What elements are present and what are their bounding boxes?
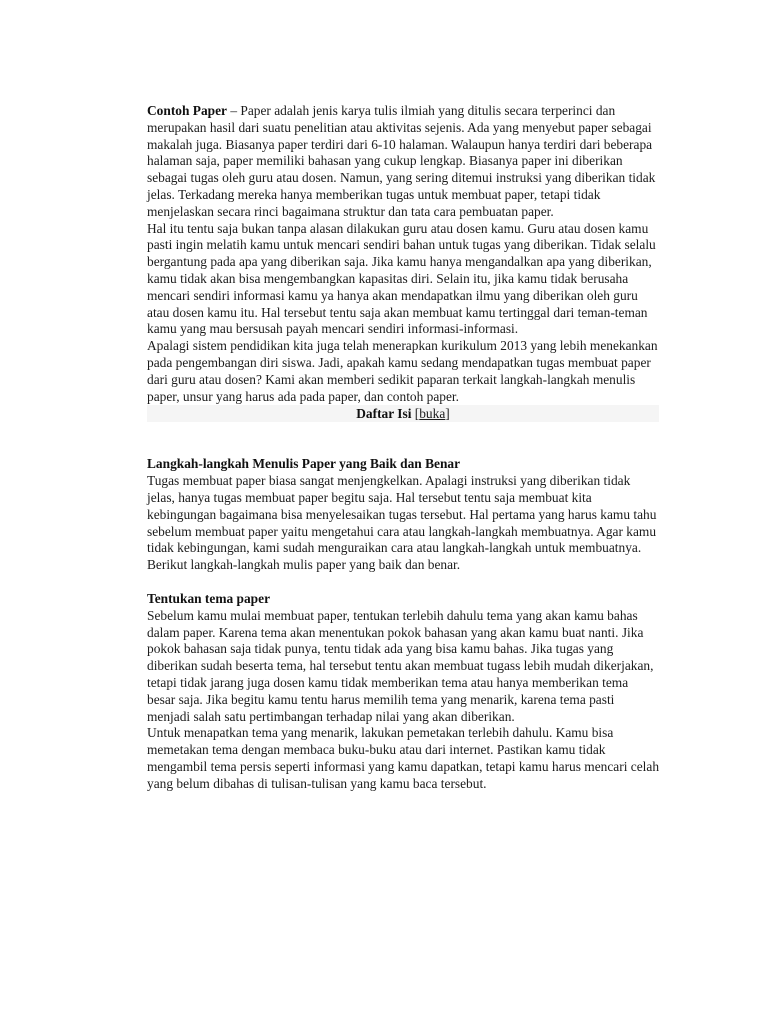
intro-paragraph-3: Apalagi sistem pendidikan kita juga telah menerapkan kurikulum 2013 yang lebih menekankan pada pengembangan diri siswa. Jadi, apakah kamu sedang mendapatkan tugas membuat paper dari guru atau dosen? Kami akan memberi sedikit paparan terkait langkah-langkah menulis paper, unsur yang harus ada pada paper, dan contoh paper. xyxy=(147,338,658,404)
intro-text: – Paper adalah jenis karya tulis ilmiah yang ditulis secara terperinci dan merupakan hasil dari suatu penelitian atau aktivitas sejenis. Ada yang menyebut paper sebagai makalah juga. Biasanya paper terdiri dari 6-10 halaman. Walaupun hanya terdiri dari beberapa halaman saja, paper memiliki bahasan yang cukup lengkap. Biasanya paper ini diberikan sebagai tugas oleh guru atau dosen. Namun, yang sering ditemui instruksi yang diberikan tidak jelas. Terkadang mereka hanya memberikan tugas untuk membuat paper, tetapi tidak menjelaskan secara rinci bagaimana struktur dan tata cara pembuatan paper. xyxy=(147,103,656,219)
spacer xyxy=(147,574,659,591)
intro-paragraph xyxy=(147,103,659,221)
section-theme-body-1: Sebelum kamu mulai membuat paper, tentukan terlebih dahulu tema yang akan kamu bahas dalam paper. Karena tema akan menentukan pokok bahasan yang akan kamu buat nanti. Jika pokok bahasan saja tidak punya, tentu tidak ada yang bisa kamu bahas. Jika tugas yang diberikan sudah beserta tema, hal tersebut tentu akan membuat tugass lebih mudah dikerjakan, tetapi tidak jarang juga dosen kamu tidak memberikan tema atau hanya memberikan tema besar saja. Jika begitu kamu tentu harus memilih tema yang menarik, karena tema pasti menjadi salah satu pertimbangan terhadap nilai yang akan diberikan. xyxy=(147,607,654,724)
toc-expand-link[interactable]: buka xyxy=(419,406,446,422)
toc-bracket-open: [ xyxy=(411,406,420,422)
toc-title: Daftar Isi xyxy=(356,406,412,422)
article-lead-title: Contoh Paper xyxy=(147,103,227,118)
section-theme-body-2: Untuk menapatkan tema yang menarik, lakukan pemetakan terlebih dahulu. Kamu bisa memetakan tema dengan membaca buku-buku atau dari internet. Pastikan kamu tidak mengambil tema persis seperti informasi yang kamu dapatkan, tetapi kamu harus mencari celah yang belum dibahas di tulisan-tulisan yang kamu baca tersebut. xyxy=(147,725,660,791)
toc-bracket-close: ] xyxy=(445,406,450,422)
article-body xyxy=(147,103,659,792)
spacer xyxy=(147,422,659,456)
section-heading-steps: Langkah-langkah Menulis Paper yang Baik dan Benar xyxy=(147,456,461,472)
section-heading-theme: Tentukan tema paper xyxy=(147,590,271,606)
section-steps-body: Tugas membuat paper biasa sangat menjengkelkan. Apalagi instruksi yang diberikan tidak jelas, hanya tugas membuat paper begitu saja. Hal tersebut tentu saja membuat kita kebingungan bagaimana bisa menyelesaikan tugas tersebut. Hal pertama yang harus kamu tahu sebelum membuat paper yaitu mengetahui cara atau langkah-langkah membuatnya. Agar kamu tidak kebingungan, kami sudah menguraikan cara atau langkah-langkah untuk membuatnya. Berikut langkah-langkah mulis paper yang baik dan benar. xyxy=(147,473,657,573)
table-of-contents-bar xyxy=(147,405,659,422)
intro-paragraph-2: Hal itu tentu saja bukan tanpa alasan dilakukan guru atau dosen kamu. Guru atau dosen kamu pasti ingin melatih kamu untuk mencari sendiri bahan untuk tugas yang diberikan. Tidak selalu bergantung pada apa yang diberikan saja. Jika kamu hanya mengandalkan apa yang diberikan, kamu tidak akan bisa mengembangkan kapasitas diri. Selain itu, jika kamu tidak berusaha mencari sendiri informasi kamu ya hanya akan mendapatkan ilmu yang diberikan oleh guru atau dosen kamu itu. Hal tersebut tentu saja akan membuat kamu tertinggal dari teman-teman kamu yang mau bersusah payah mencari sendiri informasi-informasi. xyxy=(147,220,656,337)
